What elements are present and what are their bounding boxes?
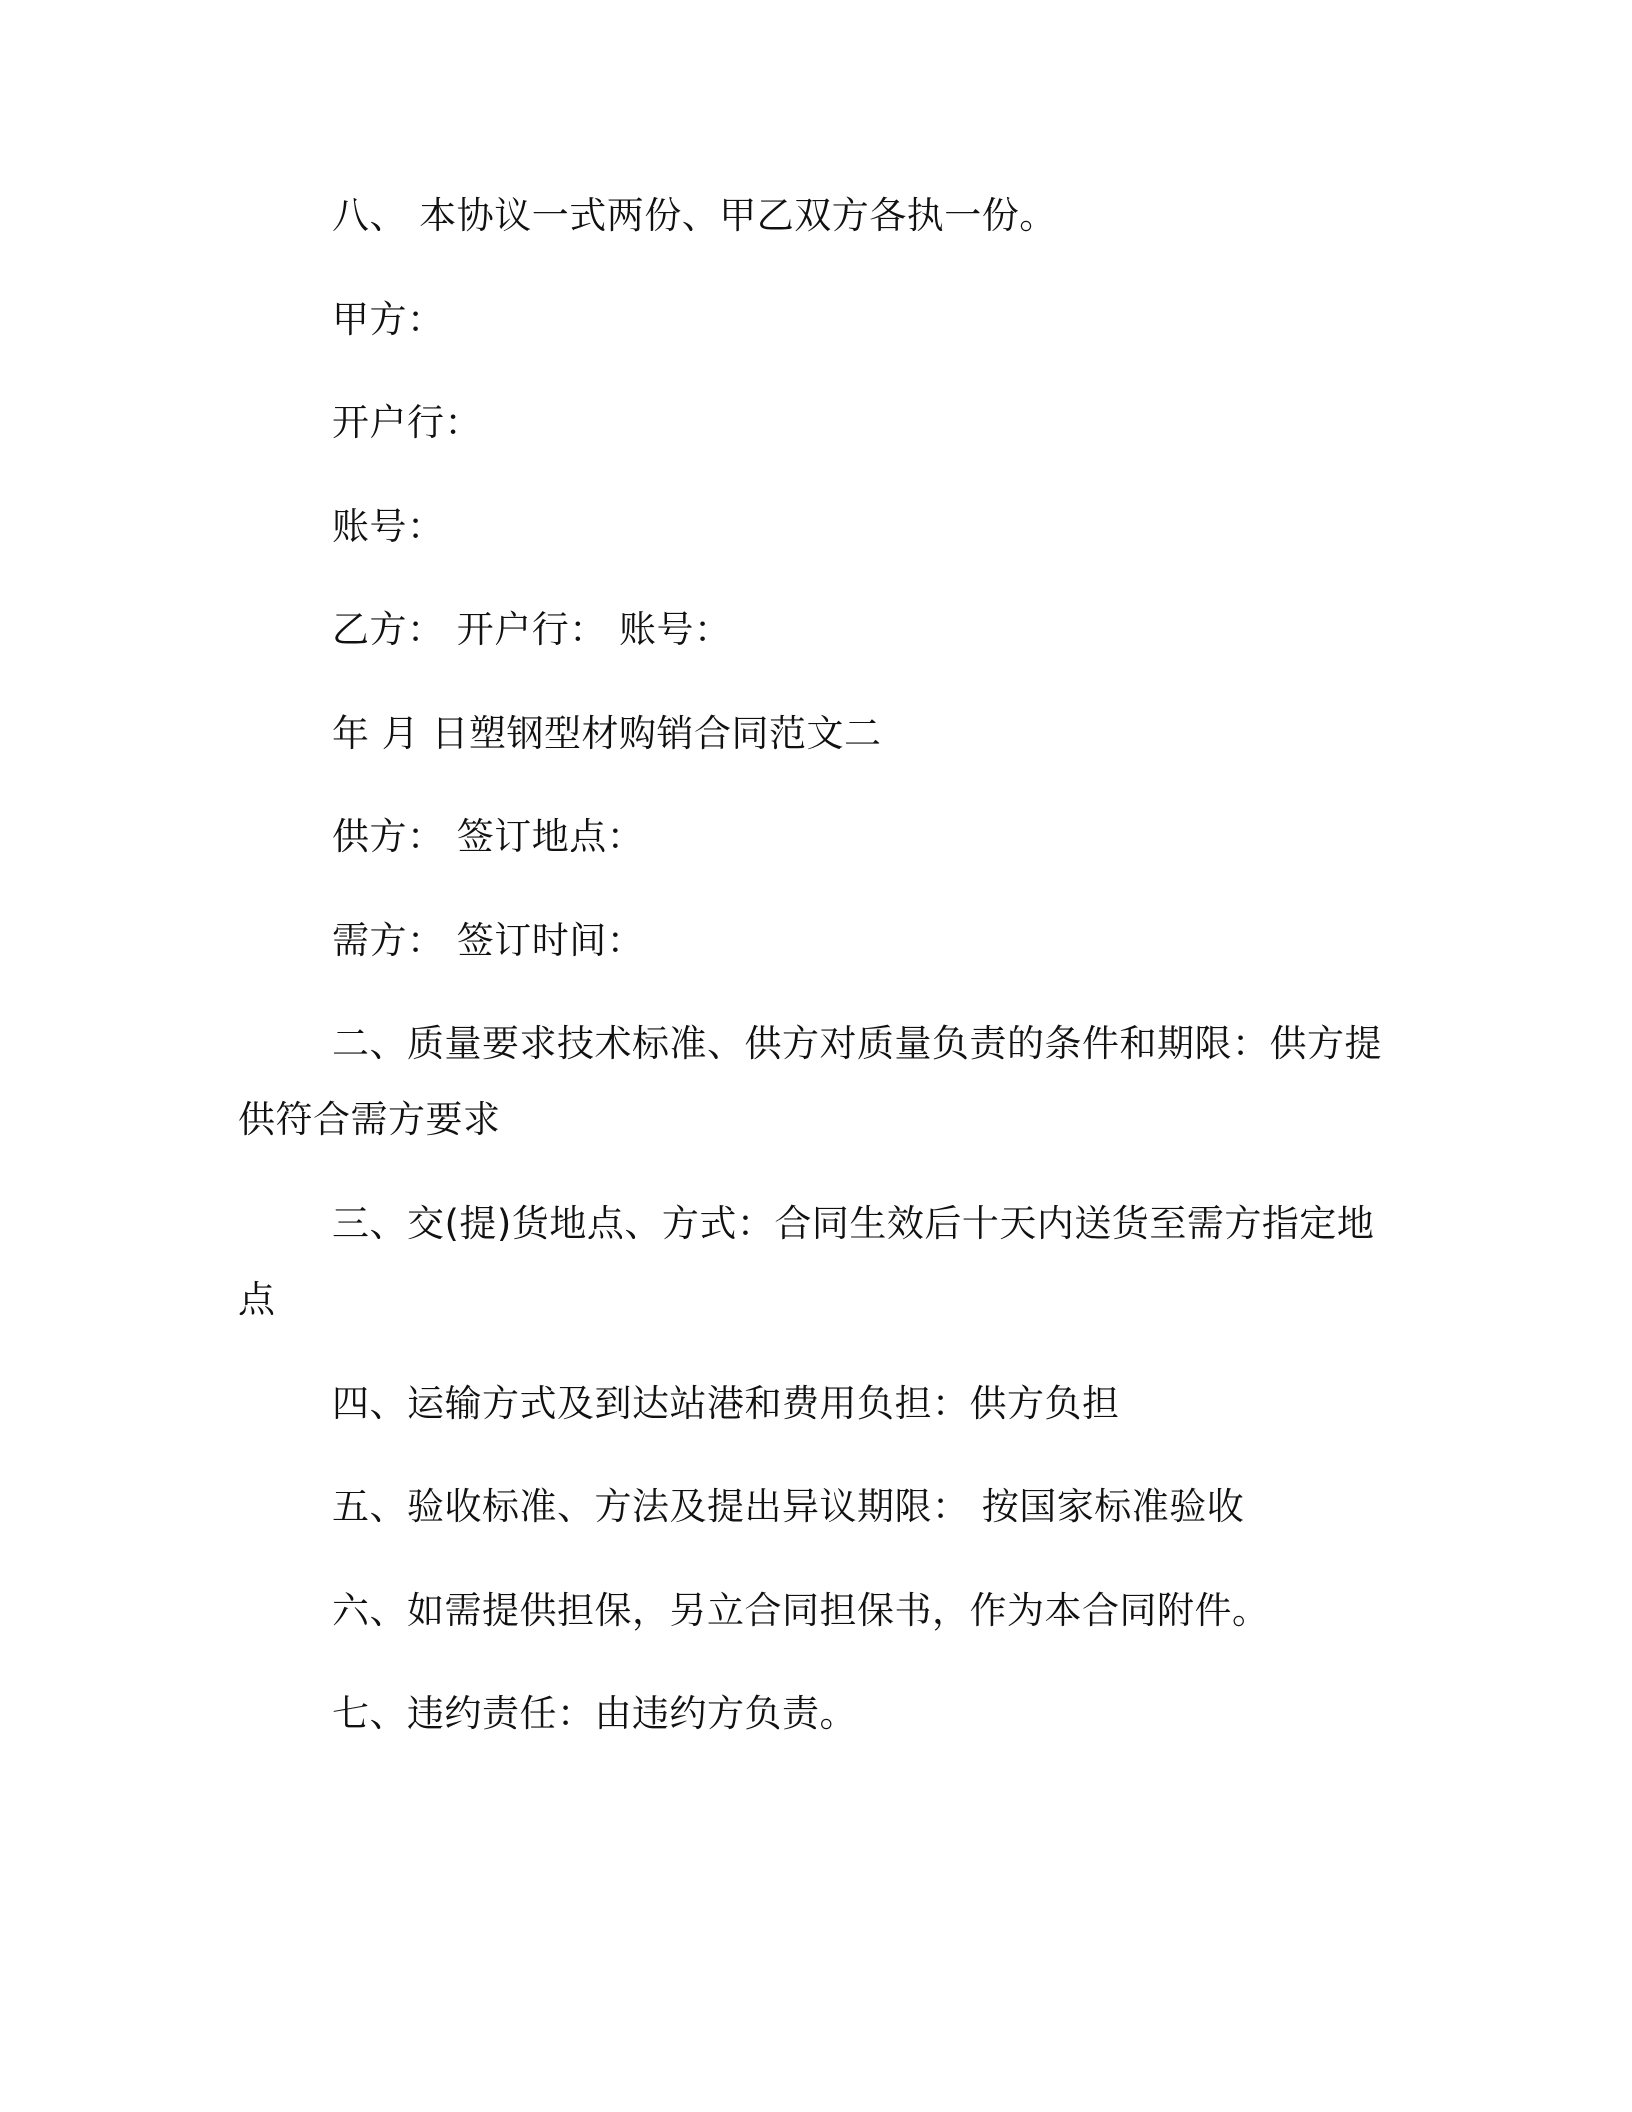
clause-three-delivery: 三、交(提)货地点、方式：合同生效后十天内送货至需方指定地 — [332, 1202, 1375, 1245]
clause-two-quality-continued: 供符合需方要求 — [238, 1098, 501, 1141]
clause-eight-copies: 八、 本协议一式两份、甲乙双方各执一份。 — [332, 194, 1057, 237]
party-a-label: 甲方： — [332, 298, 445, 341]
clause-two-quality: 二、质量要求技术标准、供方对质量负责的条件和期限：供方提 — [332, 1022, 1382, 1065]
clause-five-acceptance: 五、验收标准、方法及提出异议期限： 按国家标准验收 — [332, 1485, 1245, 1528]
party-b-info-label: 乙方： 开户行： 账号： — [332, 608, 732, 651]
date-and-contract-title: 年 月 日塑钢型材购销合同范文二 — [332, 712, 882, 755]
clause-four-transport: 四、运输方式及到达站港和费用负担：供方负担 — [332, 1382, 1120, 1425]
clause-three-delivery-continued: 点 — [238, 1278, 276, 1321]
supplier-signing-place: 供方： 签订地点： — [332, 815, 645, 858]
party-a-bank-label: 开户行： — [332, 401, 482, 444]
buyer-signing-time: 需方： 签订时间： — [332, 919, 645, 962]
clause-seven-liability: 七、违约责任：由违约方负责。 — [332, 1692, 857, 1735]
party-a-account-label: 账号： — [332, 505, 445, 548]
clause-six-guarantee: 六、如需提供担保，另立合同担保书，作为本合同附件。 — [332, 1589, 1270, 1632]
